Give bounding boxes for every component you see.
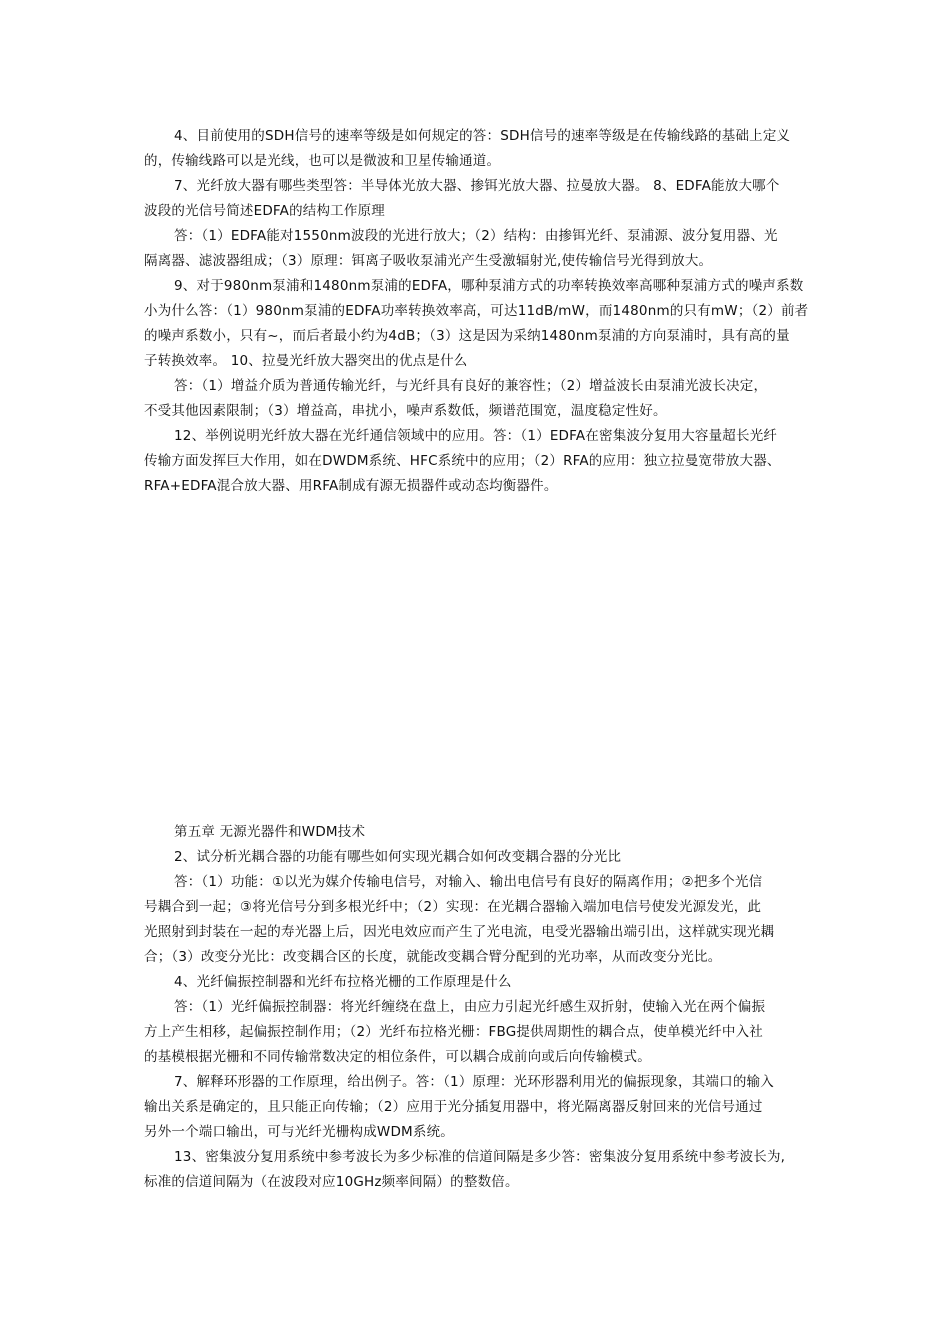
q9-line-2: 小为什么答：（1）980nm泵浦的EDFA功率转换效率高，可达11dB/mW，而1480nm的只有mW；（2）前者 [144, 303, 808, 319]
q10-line-1: 子转换效率。 10、拉曼光纤放大器突出的优点是什么 [144, 353, 468, 369]
q4b-answer-line-2: 方上产生相移，起偏振控制作用；（2）光纤布拉格光栅：FBG提供周期性的耦合点，使单模光纤中入社 [144, 1024, 763, 1040]
q9-line-3: 的噪声系数小，只有~，而后者最小约为4dB；（3）这是因为采纳1480nm泵浦的方向泵浦时，具有高的量 [144, 328, 790, 344]
q10-answer-line-1: 答：（1）增益介质为普通传输光纤，与光纤具有良好的兼容性；（2）增益波长由泵浦光波长决定， [174, 378, 768, 394]
q2-answer-line-3: 光照射到封装在一起的寿光器上后，因光电效应而产生了光电流，电受光器输出端引出，这样就实现光耦 [144, 924, 775, 940]
q4b-line-1: 4、光纤偏振控制器和光纤布拉格光栅的工作原理是什么 [174, 974, 512, 990]
q7b-line-2: 输出关系是确定的，且只能正向传输；（2）应用于光分插复用器中，将光隔离器反射回来的光信号通过 [144, 1099, 763, 1115]
q2-line-1: 2、试分析光耦合器的功能有哪些如何实现光耦合如何改变耦合器的分光比 [174, 849, 622, 865]
q13-line-1: 13、密集波分复用系统中参考波长为多少标准的信道间隔是多少答：密集波分复用系统中参考波长为, [174, 1149, 786, 1165]
q9-line-1: 9、对于980nm泵浦和1480nm泵浦的EDFA，哪种泵浦方式的功率转换效率高哪种泵浦方式的噪声系数 [174, 278, 804, 294]
section-optical-amplifiers [144, 124, 808, 499]
q12-line-2: 传输方面发挥巨大作用，如在DWDM系统、HFC系统中的应用；（2）RFA的应用：独立拉曼宽带放大器、 [144, 453, 781, 469]
q13-line-2: 标准的信道间隔为（在波段对应10GHz频率间隔）的整数倍。 [144, 1174, 519, 1190]
chapter-heading: 第五章 无源光器件和WDM技术 [174, 824, 366, 840]
q7-line-1: 7、光纤放大器有哪些类型答：半导体光放大器、掺铒光放大器、拉曼放大器。 8、EDFA能放大哪个 [174, 178, 780, 194]
q4b-answer-line-1: 答：（1）光纤偏振控制器：将光纤缠绕在盘上，由应力引起光纤感生双折射，使输入光在两个偏振 [174, 999, 766, 1015]
q8-answer-line-1: 答：（1）EDFA能对1550nm波段的光进行放大；（2）结构：由掺铒光纤、泵浦源、波分复用器、光 [174, 228, 778, 244]
q7b-line-1: 7、解释环形器的工作原理，给出例子。答：（1）原理：光环形器利用光的偏振现象，其端口的输入 [174, 1074, 774, 1090]
q2-answer-line-1: 答：（1）功能：①以光为媒介传输电信号，对输入、输出电信号有良好的隔离作用；②把多个光信 [174, 874, 763, 890]
q4b-answer-line-3: 的基模根据光栅和不同传输常数决定的相位条件，可以耦合成前向或后向传输模式。 [144, 1049, 651, 1065]
q7b-line-3: 另外一个端口输出，可与光纤光栅构成WDM系统。 [144, 1124, 454, 1140]
q2-answer-line-2: 号耦合到一起；③将光信号分到多根光纤中；（2）实现：在光耦合器输入端加电信号使发光源发光，此 [144, 899, 762, 915]
q10-answer-line-2: 不受其他因素限制；（3）增益高，串扰小，噪声系数低，频谱范围宽，温度稳定性好。 [144, 403, 667, 419]
q12-line-1: 12、举例说明光纤放大器在光纤通信领域中的应用。答：（1）EDFA在密集波分复用大容量超长光纤 [174, 428, 778, 444]
q4-line-2: 的，传输线路可以是光线，也可以是微波和卫星传输通道。 [144, 153, 501, 169]
q12-line-3: RFA+EDFA混合放大器、用RFA制成有源无损器件或动态均衡器件。 [144, 478, 558, 494]
section-passive-devices [144, 820, 808, 1195]
q4-line-1: 4、目前使用的SDH信号的速率等级是如何规定的答：SDH信号的速率等级是在传输线路的基础上定义 [174, 128, 791, 144]
q8-answer-line-2: 隔离器、滤波器组成；（3）原理：铒离子吸收泵浦光产生受激辐射光,使传输信号光得到放大。 [144, 253, 713, 269]
q8-line-1: 波段的光信号简述EDFA的结构工作原理 [144, 203, 385, 219]
q2-answer-line-4: 合；（3）改变分光比：改变耦合区的长度，就能改变耦合臂分配到的光功率，从而改变分光比。 [144, 949, 722, 965]
